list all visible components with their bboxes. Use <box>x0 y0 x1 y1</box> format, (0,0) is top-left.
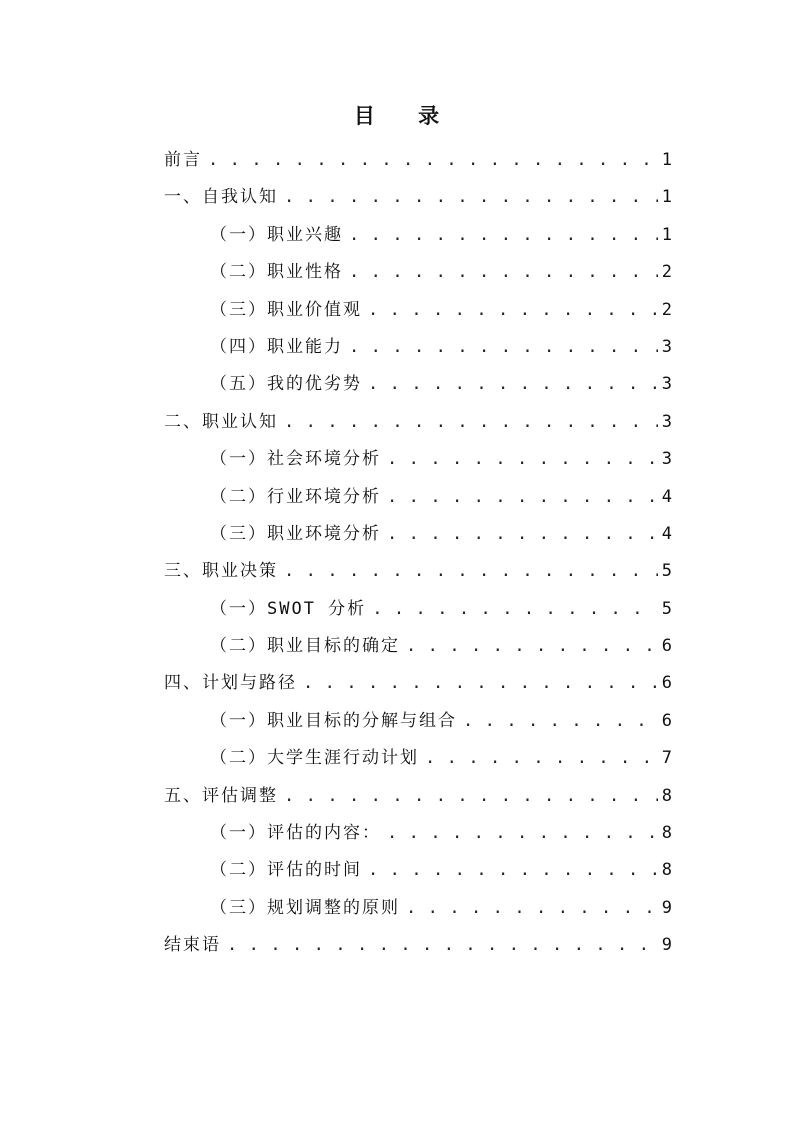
toc-dot-leader <box>406 628 658 665</box>
toc-entry-label: （二）评估的时间 <box>210 860 362 881</box>
toc-dot-leader <box>387 516 658 553</box>
toc-entry-page-number: 6 <box>661 673 672 694</box>
toc-dot-leader <box>227 927 658 964</box>
toc-entry[interactable] <box>164 329 672 366</box>
toc-entry-page-number: 8 <box>661 823 672 844</box>
toc-entry[interactable] <box>164 179 672 216</box>
toc-dot-leader <box>208 142 658 179</box>
toc-dot-leader <box>284 778 658 815</box>
toc-entry-label: （一）职业目标的分解与组合 <box>210 710 457 731</box>
toc-entry-page-number: 1 <box>661 187 672 208</box>
toc-dot-leader <box>387 815 658 852</box>
toc-entry-page-number: 9 <box>661 897 672 918</box>
toc-entry[interactable] <box>164 142 672 179</box>
toc-entry[interactable] <box>164 665 672 702</box>
toc-entry[interactable] <box>164 292 672 329</box>
toc-entry-page-number: 3 <box>661 336 672 357</box>
toc-entry-page-number: 3 <box>661 449 672 470</box>
toc-entry[interactable] <box>164 591 672 628</box>
toc-entry-page-number: 8 <box>661 860 672 881</box>
toc-entry[interactable] <box>164 217 672 254</box>
toc-entry[interactable] <box>164 479 672 516</box>
toc-entry-label: （一）评估的内容： <box>210 823 381 844</box>
toc-entry[interactable] <box>164 852 672 889</box>
toc-entry[interactable] <box>164 927 672 964</box>
toc-dot-leader <box>284 179 658 216</box>
toc-entry-page-number: 3 <box>661 411 672 432</box>
toc-entry-label: （二）行业环境分析 <box>210 486 381 507</box>
toc-entry-page-number: 1 <box>661 149 672 170</box>
toc-entry-label: （一）职业兴趣 <box>210 224 343 245</box>
toc-dot-leader <box>349 217 658 254</box>
toc-entry-page-number: 3 <box>661 374 672 395</box>
toc-dot-leader <box>368 852 658 889</box>
toc-dot-leader <box>372 591 658 628</box>
toc-entry-page-number: 5 <box>661 598 672 619</box>
toc-entry[interactable] <box>164 254 672 291</box>
toc-entry-page-number: 6 <box>661 636 672 657</box>
toc-entry-page-number: 2 <box>661 299 672 320</box>
toc-dot-leader <box>387 479 658 516</box>
toc-entry[interactable] <box>164 628 672 665</box>
toc-dot-leader <box>284 404 658 441</box>
toc-dot-leader <box>303 665 658 702</box>
toc-entry-label: （三）职业环境分析 <box>210 523 381 544</box>
toc-entry[interactable] <box>164 516 672 553</box>
toc-dot-leader <box>368 366 658 403</box>
toc-entry-label: （四）职业能力 <box>210 336 343 357</box>
toc-entry-label: （三）规划调整的原则 <box>210 897 400 918</box>
toc-entry-label: （二）职业目标的确定 <box>210 636 400 657</box>
toc-entry[interactable] <box>164 890 672 927</box>
toc-entry-page-number: 4 <box>661 523 672 544</box>
toc-entry-label: （三）职业价值观 <box>210 299 362 320</box>
toc-dot-leader <box>463 703 658 740</box>
toc-entry-page-number: 4 <box>661 486 672 507</box>
toc-entry-page-number: 1 <box>661 224 672 245</box>
toc-entry-label: 三、职业决策 <box>164 561 278 582</box>
toc-entry-label: （一）社会环境分析 <box>210 449 381 470</box>
toc-dot-leader <box>387 441 658 478</box>
toc-entry-page-number: 9 <box>661 935 672 956</box>
toc-entry[interactable] <box>164 404 672 441</box>
toc-entry[interactable] <box>164 703 672 740</box>
toc-dot-leader <box>368 292 658 329</box>
toc-entry-label: 前言 <box>164 149 202 170</box>
toc-entry[interactable] <box>164 815 672 852</box>
toc-entry[interactable] <box>164 366 672 403</box>
toc-entry-label: 四、计划与路径 <box>164 673 297 694</box>
toc-entry-label: （五）我的优劣势 <box>210 374 362 395</box>
toc-entry[interactable] <box>164 740 672 777</box>
toc-dot-leader <box>406 890 658 927</box>
toc-title: 目 录 <box>353 104 458 128</box>
toc-dot-leader <box>284 553 658 590</box>
toc-entry-label: （二）大学生涯行动计划 <box>210 748 419 769</box>
toc-entry-label: （二）职业性格 <box>210 262 343 283</box>
toc-entry-page-number: 7 <box>661 748 672 769</box>
toc-entry-page-number: 5 <box>661 561 672 582</box>
toc-entry-label: （一）SWOT 分析 <box>210 598 367 619</box>
toc-entry-page-number: 2 <box>661 262 672 283</box>
toc-entry[interactable] <box>164 441 672 478</box>
toc-entry-label: 一、自我认知 <box>164 187 278 208</box>
toc-dot-leader <box>425 740 658 777</box>
toc-entry-page-number: 6 <box>661 710 672 731</box>
toc-dot-leader <box>349 329 658 366</box>
toc-entry-page-number: 8 <box>661 785 672 806</box>
toc-entry-label: 五、评估调整 <box>164 785 278 806</box>
toc-entry-label: 二、职业认知 <box>164 411 278 432</box>
toc-entry[interactable] <box>164 553 672 590</box>
toc-entry[interactable] <box>164 778 672 815</box>
toc-dot-leader <box>349 254 658 291</box>
toc-entry-label: 结束语 <box>164 935 221 956</box>
toc-list <box>164 142 672 965</box>
